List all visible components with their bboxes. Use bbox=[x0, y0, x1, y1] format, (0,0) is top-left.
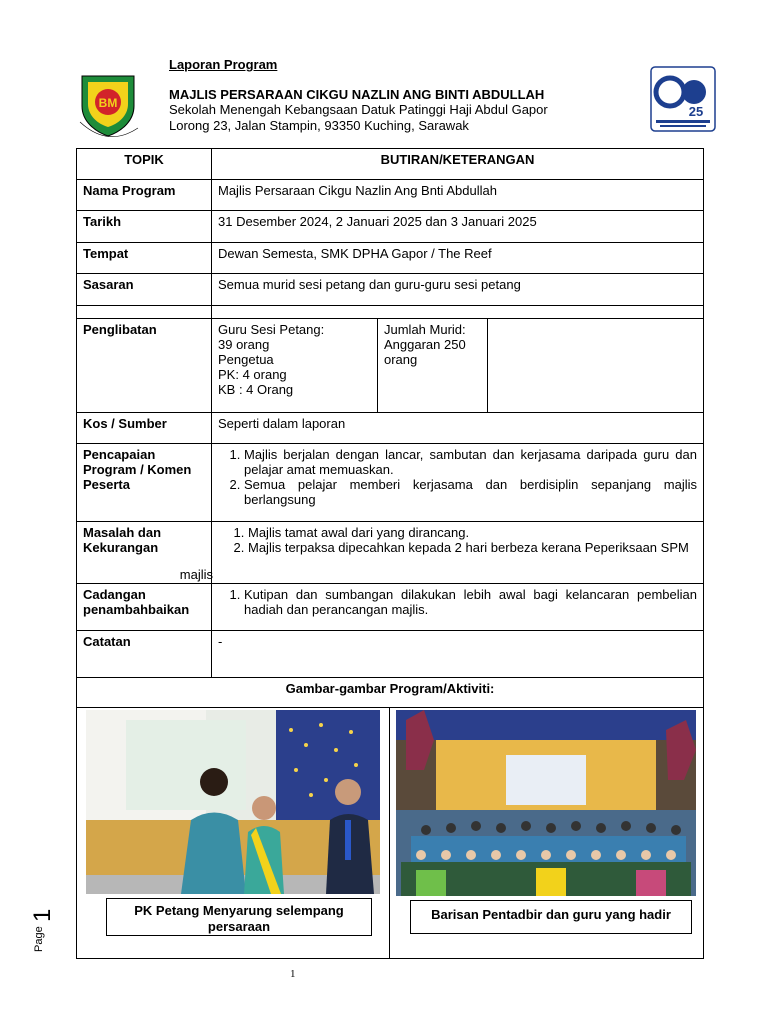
label-target: Sasaran bbox=[77, 274, 212, 306]
label-date: Tarikh bbox=[77, 211, 212, 243]
svg-text:Page: Page bbox=[33, 926, 45, 952]
gallery-cell bbox=[77, 708, 704, 959]
gallery-title: Gambar-gambar Program/Aktiviti: bbox=[77, 678, 704, 708]
school-emblem-25 bbox=[650, 66, 716, 132]
teacher-count-cell bbox=[212, 319, 378, 413]
problems-list-cell bbox=[212, 522, 704, 584]
list-item: 2. Majlis terpaksa dipecahkan kepada 2 hari berbeza kerana Peperiksaan SPM bbox=[248, 540, 697, 555]
label-problems: Masalah dan Kekurangan bbox=[83, 525, 162, 555]
photo-group bbox=[396, 710, 696, 896]
photo-sash-ceremony bbox=[86, 710, 380, 894]
school-logo bbox=[76, 70, 140, 142]
blank-cell bbox=[212, 306, 704, 319]
teacher-line: Guru Sesi Petang: bbox=[218, 322, 325, 337]
label-suggestion: Cadangan penambahbaikan bbox=[77, 584, 212, 631]
label-program-name: Nama Program bbox=[77, 180, 212, 211]
label-involvement: Penglibatan bbox=[77, 319, 212, 413]
value-program-name: Majlis Persaraan Cikgu Nazlin Ang Bnti Abdullah bbox=[212, 180, 704, 211]
page-marker bbox=[30, 900, 60, 960]
suggestion-list bbox=[218, 587, 697, 617]
list-item: 1. Majlis berjalan dengan lancar, sambutan dan kerjasama daripada guru dan pelajar amat memuaskan. bbox=[244, 447, 697, 477]
teacher-line: PK: 4 orang bbox=[218, 367, 287, 382]
value-date: 31 Desember 2024, 2 Januari 2025 dan 3 Januari 2025 bbox=[212, 211, 704, 243]
svg-text:BM: BM bbox=[98, 96, 118, 110]
label-cost: Kos / Sumber bbox=[77, 413, 212, 444]
teacher-line: KB : 4 Orang bbox=[218, 382, 294, 397]
blank-cell bbox=[77, 306, 212, 319]
teacher-line: 39 orang bbox=[218, 337, 270, 352]
achievement-list bbox=[218, 447, 697, 507]
label-notes: Catatan bbox=[77, 631, 212, 678]
student-line: orang bbox=[384, 352, 418, 367]
report-table bbox=[76, 148, 704, 959]
list-item: 1. Majlis tamat awal dari yang dirancang. bbox=[248, 525, 697, 540]
column-header-topic: TOPIK bbox=[77, 149, 212, 180]
student-line: Anggaran 250 bbox=[384, 337, 466, 352]
page-number: 1 bbox=[290, 968, 296, 980]
svg-text:25: 25 bbox=[688, 104, 704, 119]
value-cost: Seperti dalam laporan bbox=[212, 413, 704, 444]
value-venue: Dewan Semesta, SMK DPHA Gapor / The Reef bbox=[212, 243, 704, 274]
list-item: 2. Semua pelajar memberi kerjasama dan berdisiplin sepanjang majlis berlangsung bbox=[244, 477, 697, 507]
gallery-divider bbox=[389, 708, 390, 958]
stray-text: majlis bbox=[179, 567, 213, 582]
problem-label-cell bbox=[77, 522, 212, 584]
label-achievement: Pencapaian Program / Komen Peserta bbox=[77, 444, 212, 522]
problems-list bbox=[218, 525, 697, 555]
list-item: 1. Kutipan dan sumbangan dilakukan lebih awal bagi kelancaran pembelian hadiah dan perancangan majlis. bbox=[244, 587, 697, 617]
school-address: Lorong 23, Jalan Stampin, 93350 Kuching, Sarawak bbox=[169, 118, 469, 133]
svg-text:1: 1 bbox=[30, 908, 56, 922]
report-label: Laporan Program bbox=[169, 57, 278, 72]
value-target: Semua murid sesi petang dan guru-guru sesi petang bbox=[212, 274, 704, 306]
column-header-detail: BUTIRAN/KETERANGAN bbox=[212, 149, 704, 180]
caption-group: Barisan Pentadbir dan guru yang hadir bbox=[410, 900, 692, 934]
student-count-cell bbox=[378, 319, 488, 413]
caption-sash-ceremony: PK Petang Menyarung selempang persaraan bbox=[106, 898, 372, 936]
value-notes: - bbox=[212, 631, 704, 678]
blank-cell bbox=[488, 319, 704, 413]
label-venue: Tempat bbox=[77, 243, 212, 274]
teacher-line: Pengetua bbox=[218, 352, 274, 367]
school-name: Sekolah Menengah Kebangsaan Datuk Patinggi Haji Abdul Gapor bbox=[169, 102, 548, 117]
suggestion-list-cell bbox=[212, 584, 704, 631]
student-line: Jumlah Murid: bbox=[384, 322, 466, 337]
achievement-list-cell bbox=[212, 444, 704, 522]
program-title: MAJLIS PERSARAAN CIKGU NAZLIN ANG BINTI ABDULLAH bbox=[169, 87, 545, 102]
